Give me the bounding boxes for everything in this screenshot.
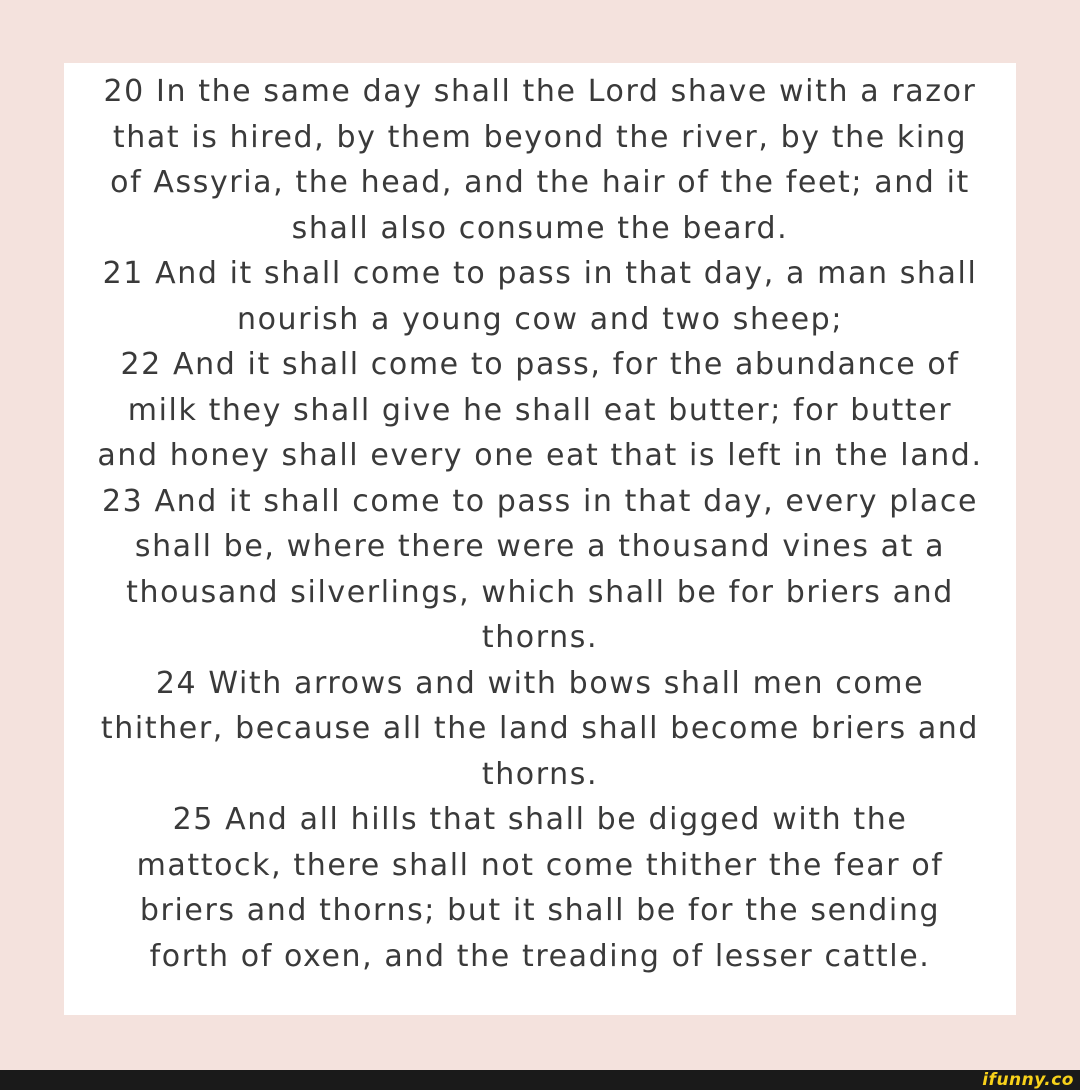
text-line: thorns. xyxy=(481,620,599,655)
text-line: forth of oxen, and the treading of lesser cattle. xyxy=(149,938,931,974)
text-line: thousand silverlings, which shall be for briers and xyxy=(126,574,954,610)
footer-bar xyxy=(0,1070,1080,1090)
text-line: mattock, there shall not come thither the fear of xyxy=(136,847,944,883)
text-line: 25 And all hills that shall be digged with the xyxy=(172,802,908,837)
text-line: 20 In the same day shall the Lord shave with a razor xyxy=(103,74,977,109)
ifunny-watermark: ifunny.co xyxy=(982,1070,1074,1090)
verse-card xyxy=(64,63,1016,1015)
text-line: nourish a young cow and two sheep; xyxy=(236,301,844,337)
text-line: and honey shall every one eat that is left in the land. xyxy=(97,438,983,473)
text-line: 24 With arrows and with bows shall men come xyxy=(155,665,925,701)
text-line: 23 And it shall come to pass in that day, every place xyxy=(101,483,979,519)
text-line: thither, because all the land shall become briers and xyxy=(100,711,980,746)
text-line: that is hired, by them beyond the river, by the king xyxy=(112,119,968,155)
verse-text xyxy=(64,69,1016,979)
text-line: briers and thorns; but it shall be for the sending xyxy=(139,893,941,928)
text-line: thorns. xyxy=(481,756,599,792)
text-line: of Assyria, the head, and the hair of the feet; and it xyxy=(110,165,970,200)
text-line: shall be, where there were a thousand vines at a xyxy=(134,529,946,564)
text-line: 21 And it shall come to pass in that day, a man shall xyxy=(102,256,978,291)
text-line: milk they shall give he shall eat butter; for butter xyxy=(127,392,953,428)
text-line: shall also consume the beard. xyxy=(291,210,789,246)
text-line: 22 And it shall come to pass, for the abundance of xyxy=(120,347,960,382)
